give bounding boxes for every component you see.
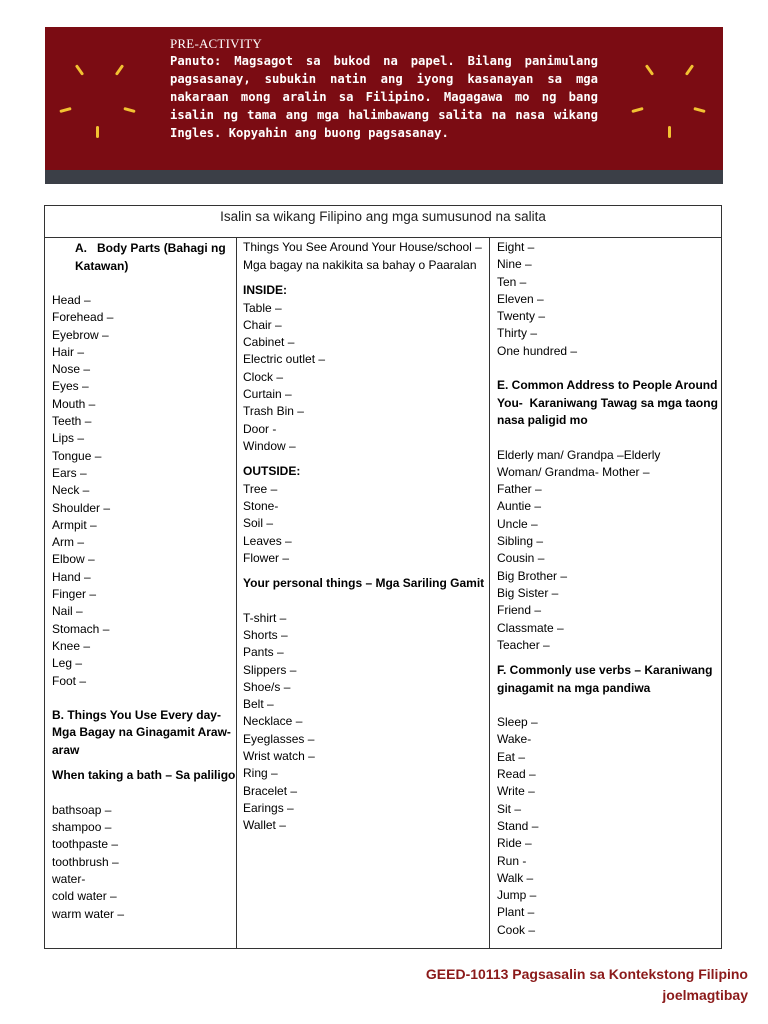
outside-label: OUTSIDE: [243,464,301,479]
list-item: Big Brother – [497,568,568,583]
personal-items-list [243,610,489,835]
list-item: Window – [243,438,296,453]
list-item: Wrist watch – [243,749,315,764]
list-item: Nine – [497,257,532,272]
list-item: Pants – [243,645,284,660]
personal-things-heading: Your personal things – Mga Sariling Gamit [243,576,485,591]
worksheet-table [44,205,722,949]
list-item: Nail – [52,604,83,619]
list-item: Stand – [497,818,539,833]
list-item: Elderly man/ Grandpa –Elderly [497,447,661,462]
list-item: Ring – [243,766,278,781]
list-item: Belt – [243,697,274,712]
list-item: One hundred – [497,343,578,358]
inside-items-list [243,300,489,456]
list-item: Arm – [52,535,85,550]
list-item: Thirty – [497,326,538,341]
list-item: Big Sister – [497,585,559,600]
list-item: shampoo – [52,820,112,835]
list-item: Leaves – [243,533,292,548]
instructions-text: Panuto: Magsagot sa bukod na papel. Bilang panimulang pagsasanay, subukin natin ang iyong kasanayan sa mga nakaraan mong aralin sa Filipino. Magagawa mo ng bang isalin ng tama ang mga halimbawang salita na nasa wikang Ingles. Kopyahin ang buong pagsasanay. [170,54,598,140]
list-item: warm water – [52,906,125,921]
list-item: bathsoap – [52,802,112,817]
list-item: Armpit – [52,517,97,532]
list-item: Jump – [497,888,537,903]
section-c-heading: Things You See Around Your House/school – Mga bagay na nakikita sa bahay o Paaralan [243,240,482,272]
list-item: Table – [243,300,282,315]
list-item: Forehead – [52,310,114,325]
list-item: Write – [497,784,535,799]
list-item: Lips – [52,431,85,446]
list-item: Teeth – [52,414,92,429]
list-item: Necklace – [243,714,303,729]
body-parts-list [52,292,236,690]
list-item: Door - [243,421,277,436]
footer [426,964,748,1006]
banner-title: PRE-ACTIVITY [170,36,262,51]
list-item: Uncle – [497,516,538,531]
list-item: Flower – [243,550,290,565]
list-item: Knee – [52,638,91,653]
list-item: Wallet – [243,818,286,833]
list-item: Shoe/s – [243,679,291,694]
list-item: Earings – [243,800,294,815]
verbs-list [497,714,721,939]
list-item: Tree – [243,481,278,496]
list-item: Eat – [497,749,526,764]
list-item: Stone- [243,498,279,513]
list-item: Plant – [497,905,535,920]
list-item: Electric outlet – [243,352,326,367]
banner-divider-strip [45,170,723,184]
section-e-heading: E. Common Address to People Around You- Karaniwang Tawag sa mga taong nasa paligid mo [497,378,718,428]
list-item: Sleep – [497,715,538,730]
list-item: cold water – [52,889,117,904]
list-item: Eleven – [497,291,544,306]
list-item: toothbrush – [52,854,119,869]
list-item: Foot – [52,673,87,688]
list-item: Neck – [52,483,90,498]
course-title: GEED-10113 Pagsasalin sa Kontekstong Filipino [425,966,748,982]
list-item: Soil – [243,516,274,531]
list-item: Chair – [243,317,282,332]
list-item: Ears – [52,465,87,480]
list-item: Cousin – [497,551,545,566]
list-item: Slippers – [243,662,297,677]
list-item: Twenty – [497,309,546,324]
list-item: Woman/ Grandma- Mother – [497,464,650,479]
list-item: Curtain – [243,386,292,401]
list-item: Read – [497,767,536,782]
list-item: Sibling – [497,534,544,549]
list-item: Trash Bin – [243,404,304,419]
list-item: Elbow – [52,552,95,567]
instructions-block [170,36,598,142]
list-item: Father – [497,482,542,497]
section-f-heading: F. Commonly use verbs – Karaniwang ginagamit na mga pandiwa [497,663,713,695]
list-item: Cook – [497,922,536,937]
list-item: Leg – [52,656,83,671]
list-item: Eight – [497,240,535,254]
section-a-heading: A. Body Parts (Bahagi ng Katawan) [75,241,226,273]
list-item: Clock – [243,369,284,384]
list-item: Cabinet – [243,335,295,350]
list-item: Friend – [497,603,542,618]
inside-label: INSIDE: [243,283,288,297]
bath-items-list [52,802,236,923]
list-item: Eyeglasses – [243,731,315,746]
list-item: Classmate – [497,620,564,635]
list-item: Eyes – [52,379,89,394]
list-item: Mouth – [52,396,96,411]
list-item: Wake- [497,732,532,747]
column-numbers-address-verbs [490,238,721,948]
worksheet-heading: Isalin sa wikang Filipino ang mga sumusunod na salita [45,206,721,238]
list-item: Hair – [52,344,85,359]
list-item: Nose – [52,362,91,377]
address-items-list [497,447,721,655]
list-item: Run - [497,853,527,868]
list-item: T-shirt – [243,610,287,625]
list-item: Walk – [497,870,534,885]
section-b-heading: B. Things You Use Every day- Mga Bagay na Ginagamit Araw-araw [52,707,231,757]
numbers-list [497,239,721,360]
column-house-things [237,238,490,948]
list-item: Head – [52,293,91,307]
list-item: Shorts – [243,627,288,642]
list-item: toothpaste – [52,837,119,852]
list-item: water- [52,872,86,887]
list-item: Hand – [52,569,91,584]
bath-heading: When taking a bath – Sa paliligo [52,768,236,783]
list-item: Teacher – [497,637,550,652]
list-item: Stomach – [52,621,110,636]
list-item: Sit – [497,801,522,816]
list-item: Ride – [497,836,532,851]
list-item: Bracelet – [243,783,298,798]
list-item: Ten – [497,274,527,289]
list-item: Auntie – [497,499,542,514]
column-body-parts [45,238,237,948]
list-item: Eyebrow – [52,327,109,342]
outside-items-list [243,481,489,567]
list-item: Tongue – [52,448,102,463]
list-item: Shoulder – [52,500,111,515]
author-name: joelmagtibay [662,987,748,1003]
list-item: Finger – [52,587,97,602]
